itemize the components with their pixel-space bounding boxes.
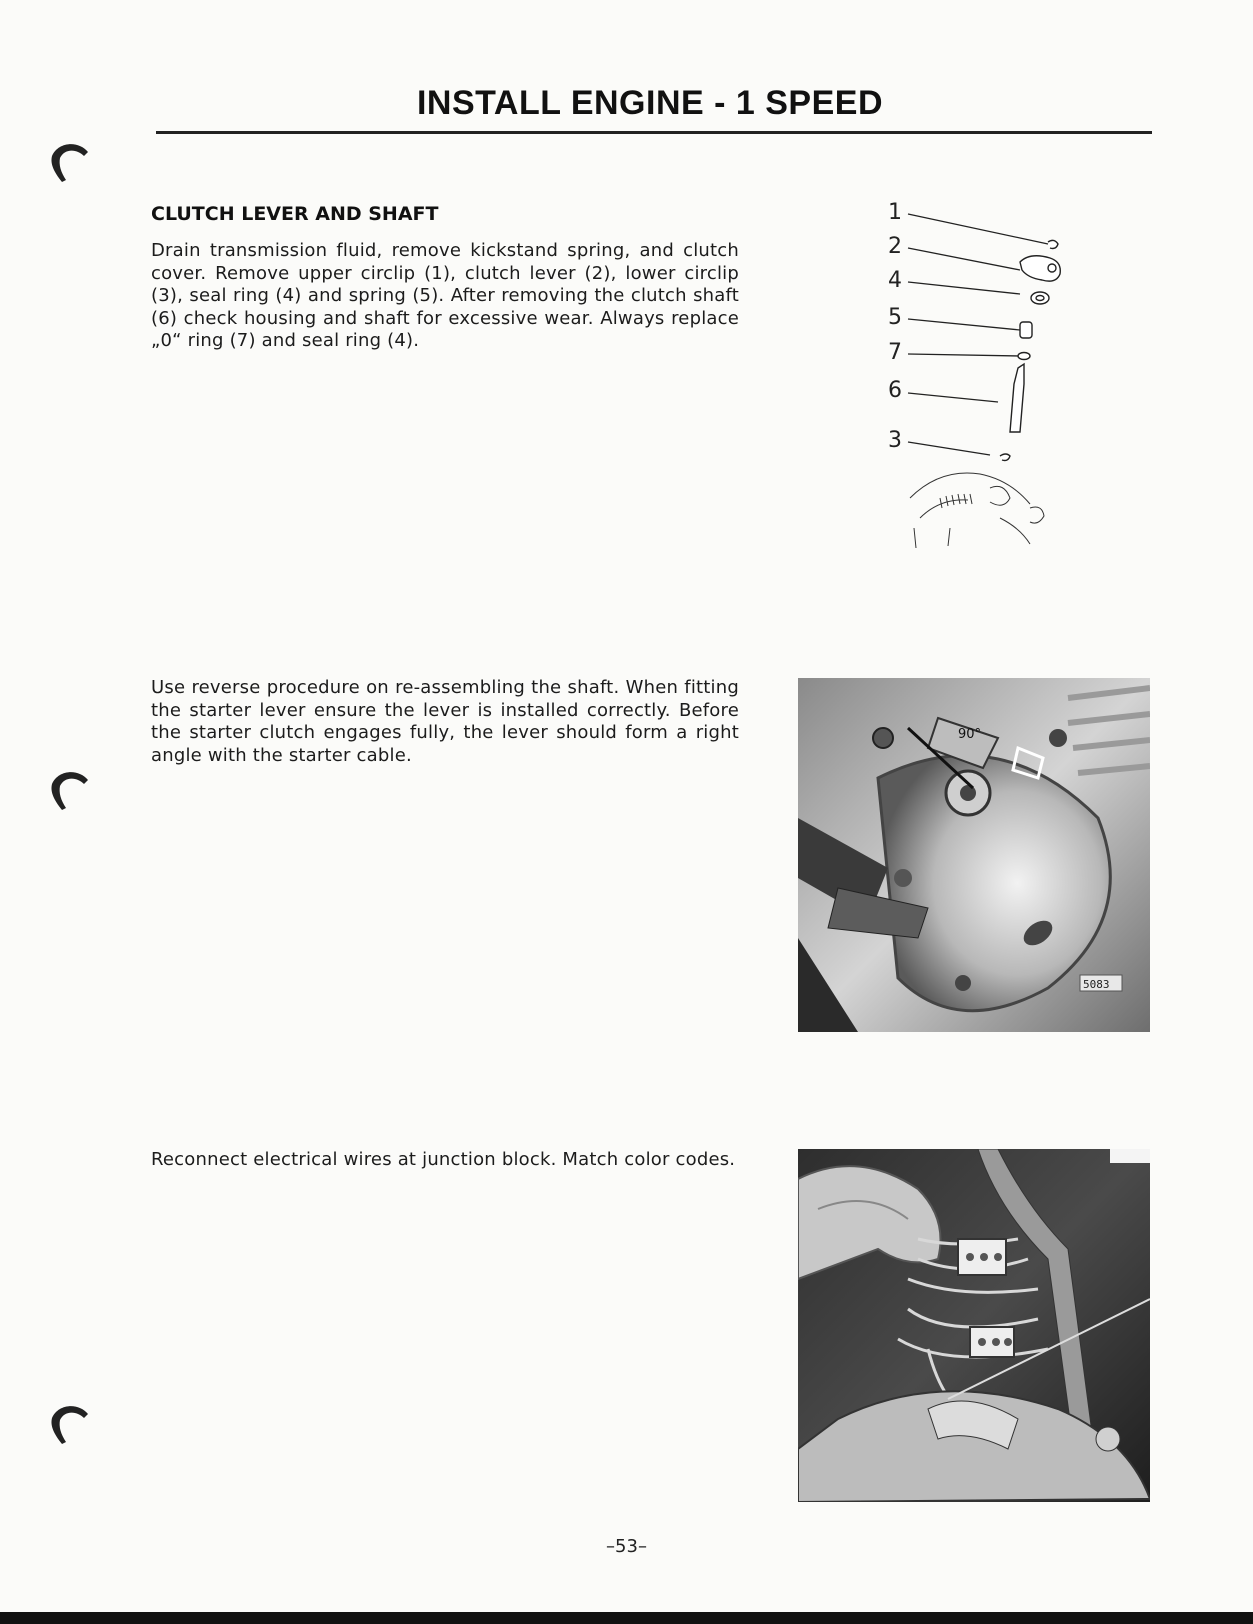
junction-block-photo	[798, 1149, 1150, 1502]
reassembly-instructions: Use reverse procedure on re-assembling the shaft. When fitting the starter lever ensure the lever is installed correctly. Before the starter clutch engages fully, the lever should form a right angle with the starter cable.	[151, 677, 739, 766]
angle-label: 90°	[958, 727, 982, 742]
callout-7: 7	[888, 340, 902, 365]
section-heading: CLUTCH LEVER AND SHAFT	[151, 203, 439, 225]
scan-edge	[0, 1612, 1253, 1624]
callout-4: 4	[888, 268, 902, 293]
title-rule	[156, 131, 1152, 134]
callout-2: 2	[888, 234, 902, 259]
clutch-instructions: Drain transmission fluid, remove kickstand spring, and clutch cover. Remove upper circlip (1), clutch lever (2), lower circlip (3), seal ring (4) and spring (5). After removing the clutch shaft (6) check housing and shaft for excessive wear. Always replace „0“ ring (7) and seal ring (4).	[151, 240, 739, 351]
callout-5: 5	[888, 305, 902, 330]
callout-1: 1	[888, 200, 902, 225]
callout-6: 6	[888, 378, 902, 403]
page-number: –53–	[606, 1536, 647, 1557]
wiring-instructions: Reconnect electrical wires at junction block. Match color codes.	[151, 1149, 736, 1170]
binder-hole-mark	[44, 1398, 92, 1468]
photo-number: 5083	[1083, 978, 1110, 991]
callout-3: 3	[888, 428, 902, 453]
binder-hole-mark	[44, 136, 92, 206]
binder-hole-mark	[44, 764, 92, 834]
starter-lever-photo	[798, 678, 1150, 1032]
clutch-exploded-diagram	[880, 198, 1090, 558]
exploded-parts-drawing	[880, 198, 1090, 558]
page-title: INSTALL ENGINE - 1 SPEED	[416, 84, 884, 122]
